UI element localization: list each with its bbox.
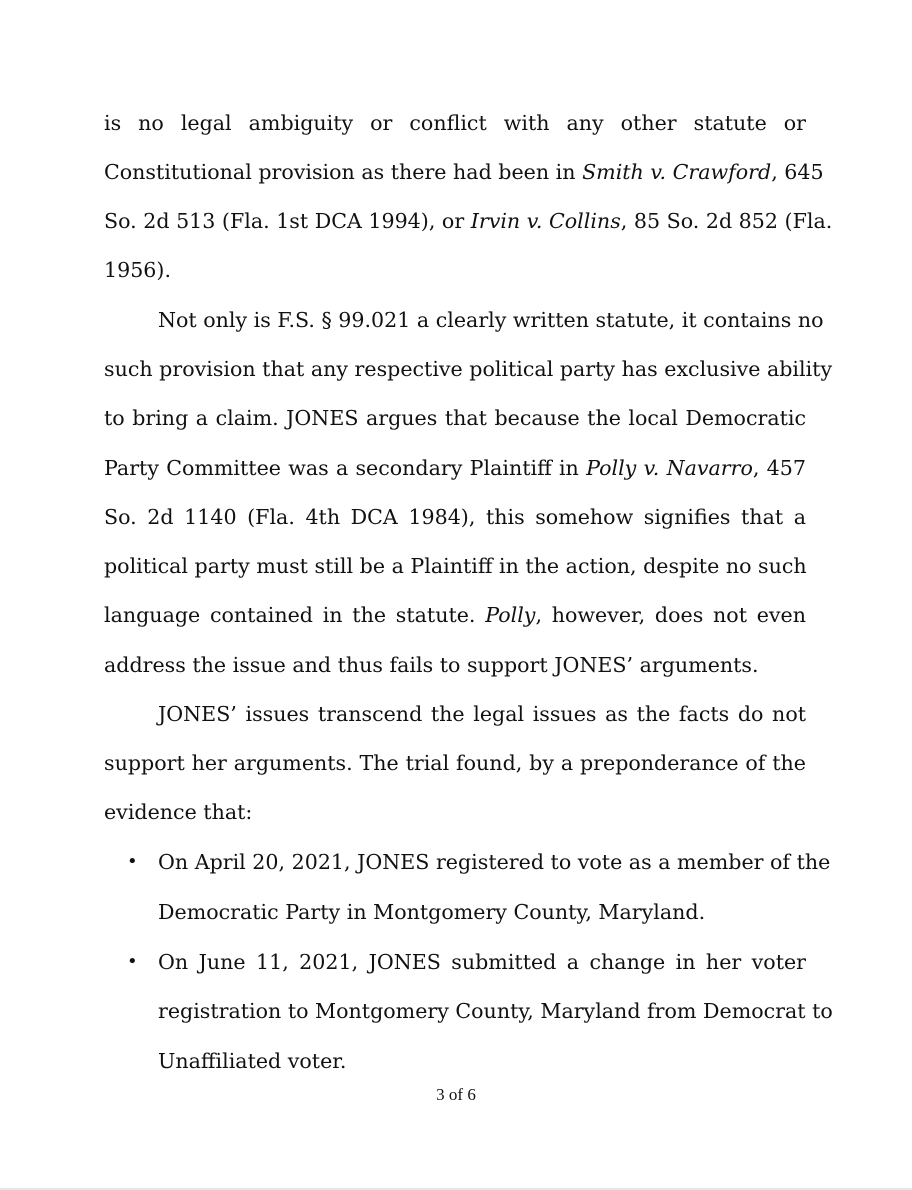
paragraph-2-line-8: address the issue and thus fails to support JONES’ arguments.	[104, 653, 759, 677]
text-run: , 85 So. 2d 852 (Fla.	[620, 209, 833, 233]
paragraph-1-line-1: is no legal ambiguity or conflict with any other statute or	[104, 111, 806, 135]
paragraph-2-line-3: to bring a claim. JONES argues that because the local Democratic	[104, 406, 806, 430]
text-run: So. 2d 513 (Fla. 1st DCA 1994), or	[104, 209, 471, 233]
page-number: 3 of 6	[436, 1085, 476, 1104]
paragraph-3-line-2: support her arguments. The trial found, by a preponderance of the	[104, 751, 806, 775]
text-run: Party Committee was a secondary Plaintiff in	[104, 456, 587, 480]
text-run: , 645	[771, 160, 824, 184]
paragraph-2-line-2: such provision that any respective political party has exclusive ability	[104, 357, 833, 381]
case-citation: Irvin v. Collins	[470, 209, 621, 233]
case-citation: Polly v. Navarro	[586, 456, 753, 480]
text-run: , however, does not even	[535, 603, 806, 627]
paragraph-1-line-2	[104, 157, 824, 187]
bullet-marker: •	[127, 851, 138, 872]
bullet-2-line-1: On June 11, 2021, JONES submitted a change in her voter	[158, 950, 806, 974]
paragraph-2-line-5: So. 2d 1140 (Fla. 4th DCA 1984), this somehow signifies that a	[104, 505, 806, 529]
bullet-2-line-2: registration to Montgomery County, Maryland from Democrat to	[158, 999, 833, 1023]
paragraph-2-line-4	[104, 453, 806, 483]
text-run: Constitutional provision as there had been in	[104, 160, 583, 184]
bullet-1-line-1: On April 20, 2021, JONES registered to vote as a member of the	[158, 850, 831, 874]
bullet-marker: •	[127, 951, 138, 972]
paragraph-1-line-3	[104, 206, 833, 236]
paragraph-2-line-7	[104, 600, 806, 630]
text-run: language contained in the statute.	[104, 603, 486, 627]
paragraph-2-line-6: political party must still be a Plaintiff in the action, despite no such	[104, 554, 807, 578]
paragraph-3-line-3: evidence that:	[104, 800, 253, 824]
paragraph-1-line-4: 1956).	[104, 258, 171, 282]
text-run: , 457	[752, 456, 806, 480]
case-citation: Smith v. Crawford	[582, 160, 772, 184]
case-citation: Polly	[485, 603, 536, 627]
bullet-1-line-2: Democratic Party in Montgomery County, Maryland.	[158, 900, 706, 924]
bullet-2-line-3: Unaffiliated voter.	[158, 1049, 347, 1073]
paragraph-2-line-1: Not only is F.S. § 99.021 a clearly written statute, it contains no	[158, 308, 824, 332]
paragraph-3-line-1: JONES’ issues transcend the legal issues as the facts do not	[158, 702, 806, 726]
